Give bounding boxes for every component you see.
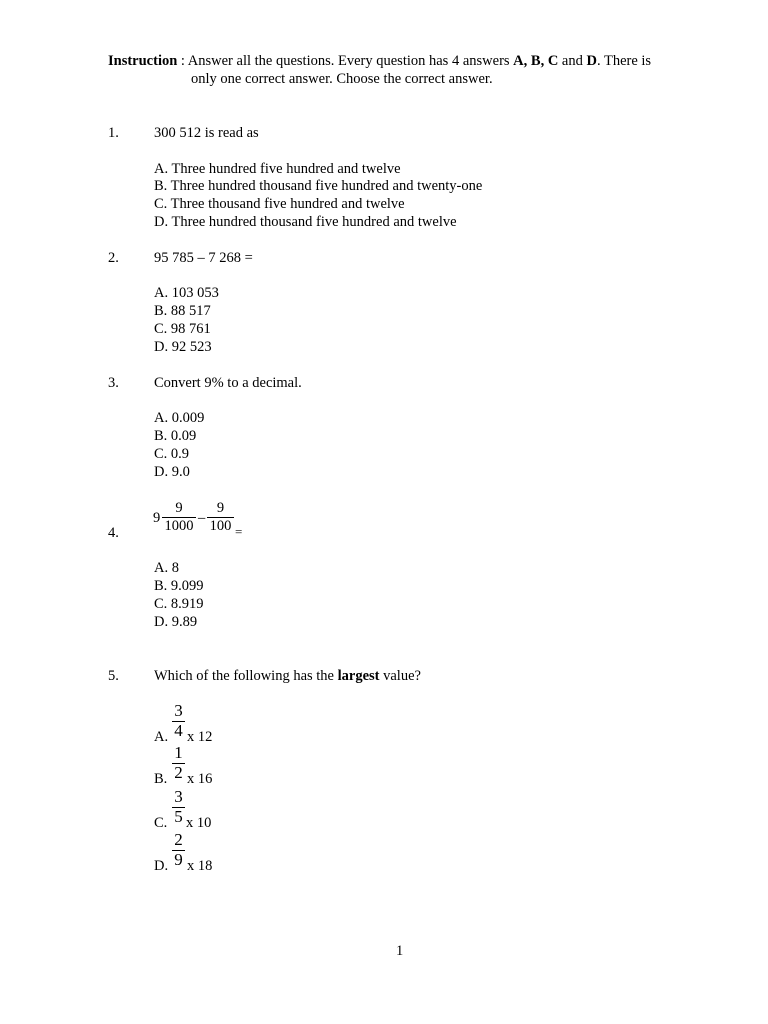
option: D. 9.0: [154, 464, 190, 480]
numerator: 2: [174, 830, 183, 849]
option: C. 8.919: [154, 596, 204, 612]
option-label: C.: [154, 815, 168, 831]
instruction-text: . There is: [596, 53, 652, 69]
instruction-bold-options: A, B, C: [513, 53, 559, 69]
numerator: 9: [216, 500, 225, 516]
option: A. Three hundred five hundred and twelve: [154, 161, 401, 177]
option: B. Three hundred thousand five hundred and twenty-one: [154, 178, 483, 194]
option: C. 98 761: [154, 321, 211, 337]
option-label: A.: [154, 729, 169, 745]
minus-sign: –: [198, 510, 206, 526]
question-number: 3.: [108, 375, 119, 391]
question-number: 4.: [108, 525, 119, 541]
question-number: 5.: [108, 668, 119, 684]
instruction-line-2: only one correct answer. Choose the correct answer.: [191, 71, 493, 87]
option: D. 9.89: [154, 614, 198, 630]
fraction: [172, 701, 185, 741]
question-number: 1.: [108, 125, 119, 141]
option-label: D.: [154, 858, 169, 874]
option: C. Three thousand five hundred and twelve: [154, 196, 405, 212]
option: C. 0.9: [154, 446, 190, 462]
fraction: [172, 830, 185, 870]
whole-number: 9: [153, 510, 161, 526]
equals-sign: =: [235, 524, 243, 539]
denominator: 1000: [164, 518, 194, 534]
instruction-text: Answer all the questions. Every question has 4 answers: [187, 53, 514, 69]
question-text: 300 512 is read as: [154, 125, 259, 141]
numerator: 1: [174, 743, 183, 762]
fraction: [162, 499, 196, 535]
fraction: [172, 743, 185, 783]
option-label: B.: [154, 771, 168, 787]
option: D. 92 523: [154, 339, 212, 355]
multiplier: x 18: [187, 858, 213, 874]
option: D. Three hundred thousand five hundred and twelve: [154, 214, 457, 230]
question-text-bold: largest: [337, 668, 380, 684]
denominator: 4: [174, 721, 183, 740]
denominator: 100: [209, 518, 232, 534]
instruction-bold-option-d: D: [586, 53, 597, 69]
question-text: Convert 9% to a decimal.: [154, 375, 302, 391]
numerator: 3: [174, 701, 183, 720]
question-text-part: Which of the following has the: [154, 668, 338, 684]
option: B. 9.099: [154, 578, 204, 594]
option: A. 103 053: [154, 285, 219, 301]
multiplier: x 10: [186, 815, 212, 831]
fraction: [172, 787, 185, 827]
option: B. 0.09: [154, 428, 197, 444]
page-number: 1: [396, 943, 404, 959]
instruction-text: and: [558, 53, 587, 69]
instruction-separator: :: [177, 53, 188, 69]
instruction-label: Instruction: [108, 53, 178, 69]
option: A. 8: [154, 560, 179, 576]
denominator: 5: [174, 807, 183, 826]
option: A. 0.009: [154, 410, 205, 426]
multiplier: x 12: [187, 729, 213, 745]
question-text-part: value?: [379, 668, 421, 684]
question-number: 2.: [108, 250, 119, 266]
question-text: [154, 667, 421, 685]
multiplier: x 16: [187, 771, 213, 787]
denominator: 9: [174, 850, 183, 869]
numerator: 9: [175, 500, 183, 516]
instruction-line-1: [108, 52, 651, 70]
question-text: 95 785 – 7 268 =: [154, 250, 253, 266]
numerator: 3: [174, 787, 183, 806]
denominator: 2: [174, 763, 183, 782]
fraction: [207, 499, 234, 535]
option: B. 88 517: [154, 303, 211, 319]
